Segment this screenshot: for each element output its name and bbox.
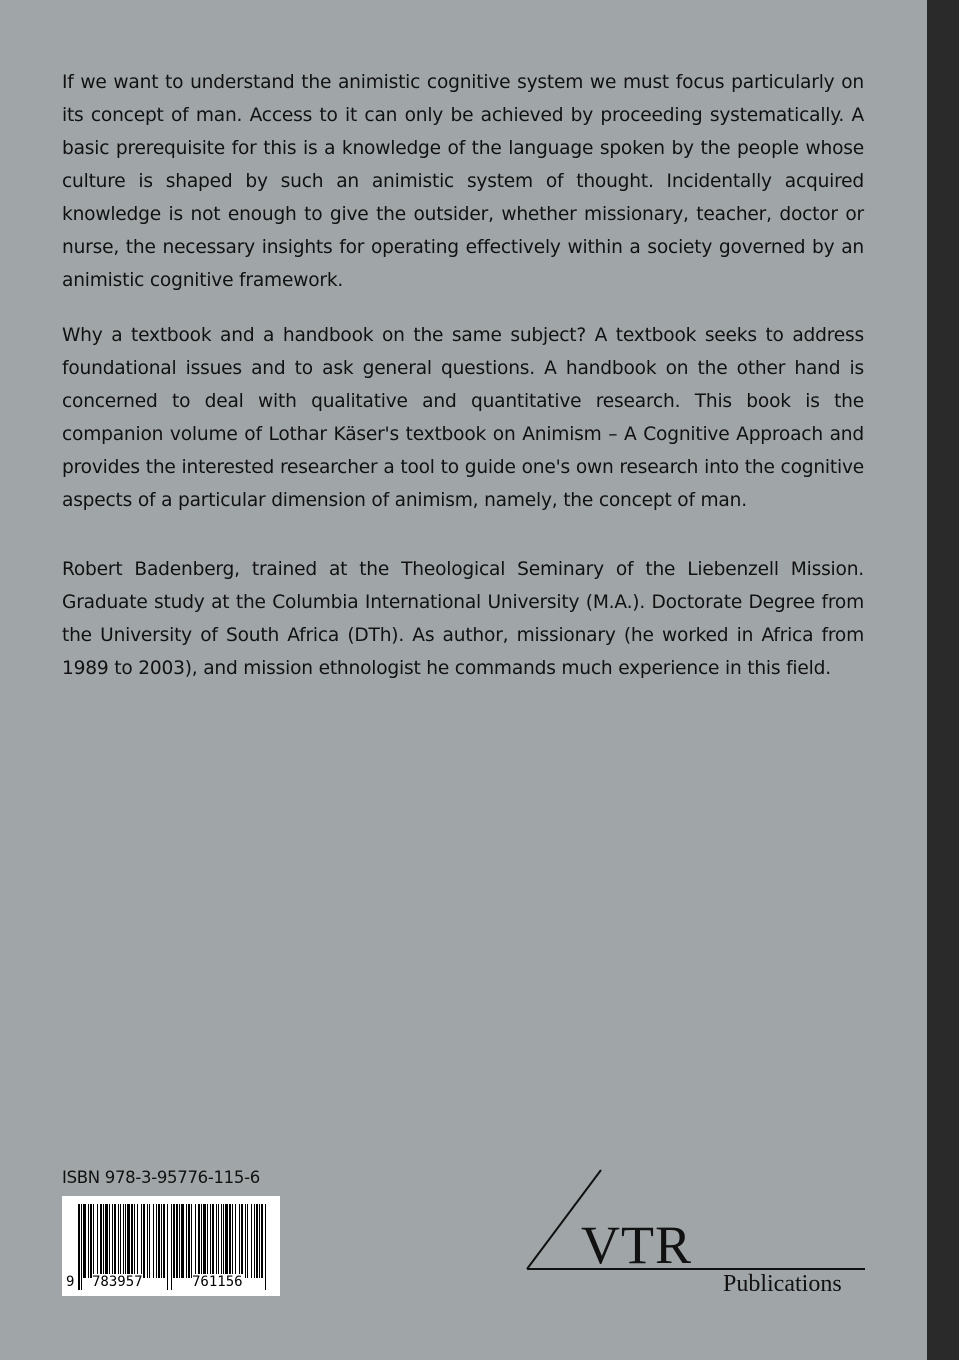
barcode-bar bbox=[103, 1204, 104, 1278]
barcode-digits-left: 783957 bbox=[92, 1274, 143, 1290]
publisher-logo bbox=[525, 1168, 870, 1308]
barcode-bar bbox=[120, 1204, 121, 1278]
barcode-bar bbox=[256, 1204, 258, 1278]
barcode-bar bbox=[93, 1204, 94, 1278]
barcode-bar bbox=[221, 1204, 222, 1278]
barcode-bar bbox=[123, 1204, 124, 1278]
barcode-bar bbox=[105, 1204, 108, 1278]
barcode-bar bbox=[137, 1204, 138, 1278]
barcode-bar bbox=[251, 1204, 252, 1278]
barcode-bar bbox=[114, 1204, 116, 1278]
barcode-bar bbox=[216, 1204, 217, 1278]
description-paragraph-1: If we want to understand the animistic cognitive system we must focus particularly on its concept of man. Access to it can only be achieved by proceeding systematically. A basic prerequisite for this is a knowledge of the language spoken by the people whose culture is shaped by such an animistic system of thought. Incidentally acquired knowledge is not enough to give the outsider, whether missionary, teacher, doctor or nurse, the necessary insights for operating effectively within a society governed by an animistic cognitive framework. bbox=[62, 72, 864, 291]
barcode-bar bbox=[229, 1204, 231, 1278]
barcode-bar bbox=[247, 1204, 248, 1278]
barcode-bar bbox=[245, 1204, 246, 1278]
barcode-bar bbox=[149, 1204, 150, 1278]
barcode-bar bbox=[88, 1204, 89, 1278]
barcode-bar bbox=[127, 1204, 130, 1278]
barcode-bar bbox=[181, 1204, 184, 1278]
barcode-bar bbox=[147, 1204, 148, 1278]
barcode-bar bbox=[90, 1204, 92, 1278]
publisher-subtitle: Publications bbox=[723, 1271, 842, 1297]
barcode-bar bbox=[143, 1204, 145, 1278]
isbn-barcode bbox=[62, 1196, 280, 1296]
barcode-bar bbox=[235, 1204, 236, 1278]
barcode-bar bbox=[134, 1204, 135, 1278]
barcode-bar bbox=[109, 1204, 110, 1278]
barcode-bar bbox=[156, 1204, 157, 1278]
barcode-bar bbox=[210, 1204, 211, 1278]
barcode-bar bbox=[163, 1204, 165, 1278]
barcode-digits-right: 761156 bbox=[192, 1274, 243, 1290]
publisher-mark: VTR bbox=[581, 1215, 692, 1275]
barcode-bar bbox=[176, 1204, 178, 1278]
barcode-bar bbox=[100, 1204, 102, 1278]
barcode-bar bbox=[207, 1204, 208, 1278]
barcode-bar bbox=[195, 1204, 196, 1278]
barcode-bar bbox=[212, 1204, 214, 1278]
barcode-bar bbox=[261, 1204, 263, 1278]
barcode-bar bbox=[225, 1204, 228, 1278]
barcode-bar bbox=[179, 1204, 180, 1278]
barcode-digits bbox=[62, 1270, 280, 1294]
barcode-bar bbox=[239, 1204, 240, 1278]
barcode-bar bbox=[97, 1204, 98, 1278]
barcode-bar bbox=[203, 1204, 206, 1278]
barcode-bar bbox=[201, 1204, 202, 1278]
barcode-bar bbox=[112, 1204, 113, 1278]
barcode-bar bbox=[191, 1204, 192, 1278]
barcode-bar bbox=[186, 1204, 187, 1278]
isbn-label: ISBN 978-3-95776-115-6 bbox=[62, 1168, 260, 1187]
barcode-bar bbox=[161, 1204, 162, 1278]
author-bio-paragraph: Robert Badenberg, trained at the Theological Seminary of the Liebenzell Mission. Graduate study at the Columbia International University (M.A.). Doctorate Degree from the University of South Africa (DTh). As author, missionary (he worked in Africa from 1989 to 2003), and mission ethnologist he commands much experience in this field. bbox=[62, 559, 864, 679]
barcode-bar bbox=[131, 1204, 133, 1278]
barcode-bar bbox=[241, 1204, 243, 1278]
barcode-bar bbox=[254, 1204, 255, 1278]
barcode-bar bbox=[158, 1204, 160, 1278]
barcode-bar bbox=[259, 1204, 260, 1278]
description-paragraph-2: Why a textbook and a handbook on the same subject? A textbook seeks to address foundational issues and to ask general questions. A handbook on the other hand is concerned to deal with qualitative and quantitative research. This book is the companion volume of Lothar Käser's textbook on Animism – A Cognitive Approach and provides the interested researcher a tool to guide one's own research into the cognitive aspects of a particular dimension of animism, namely, the concept of man. bbox=[62, 325, 864, 511]
barcode-bar bbox=[153, 1204, 154, 1278]
book-spine-edge bbox=[927, 0, 959, 1360]
barcode-bar bbox=[141, 1204, 142, 1278]
barcode-digit-first: 9 bbox=[66, 1274, 75, 1290]
barcode-bar bbox=[232, 1204, 233, 1278]
back-cover-text bbox=[62, 66, 864, 685]
barcode-bar bbox=[125, 1204, 126, 1278]
barcode-bar bbox=[173, 1204, 175, 1278]
barcode-bar bbox=[188, 1204, 190, 1278]
barcode-bar bbox=[83, 1204, 86, 1278]
barcode-bar bbox=[223, 1204, 224, 1278]
barcode-bar bbox=[118, 1204, 119, 1278]
barcode-bar bbox=[218, 1204, 219, 1278]
barcode-bar bbox=[198, 1204, 200, 1278]
